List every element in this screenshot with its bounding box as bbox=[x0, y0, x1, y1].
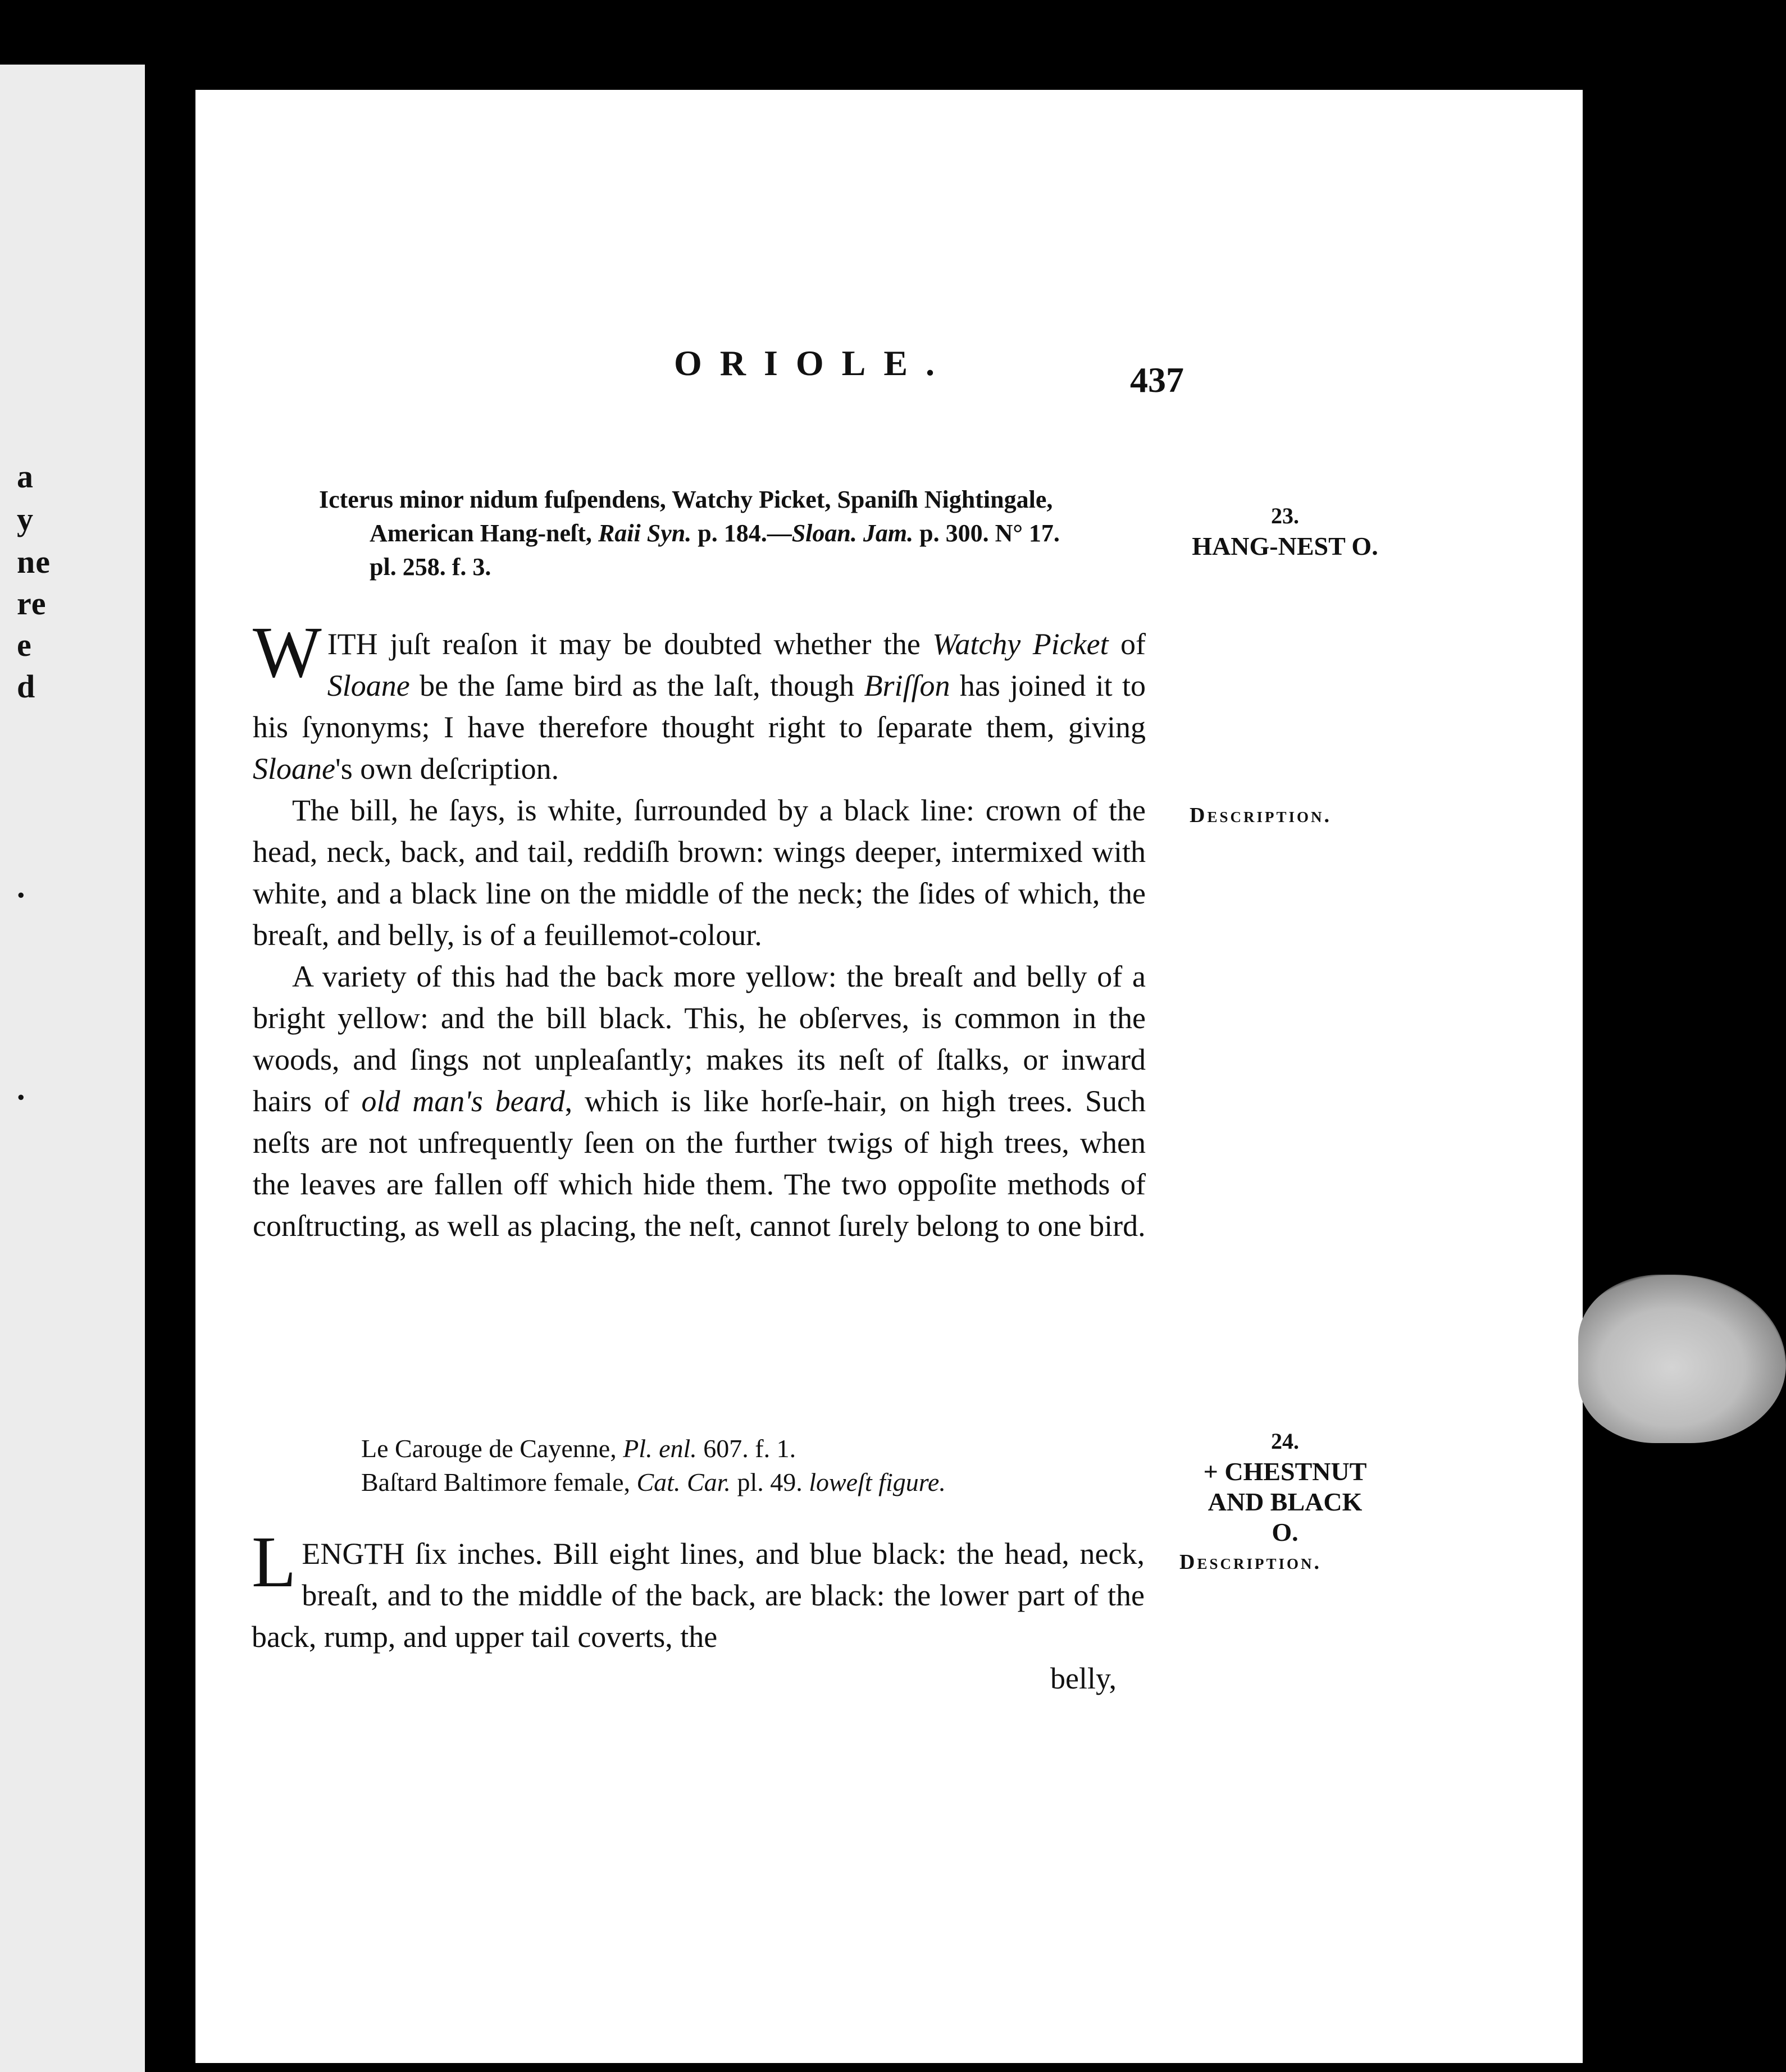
synonym-line: American Hang-neſt, Raii Syn. p. 184.—Sloan. Jam. p. 300. N° 17. bbox=[370, 519, 1060, 547]
left-letter: ne bbox=[17, 544, 51, 580]
left-letter: a bbox=[17, 458, 34, 495]
left-letter: re bbox=[17, 585, 47, 622]
species-title: HANG-NEST O. bbox=[1192, 532, 1378, 560]
running-head: ORIOLE. bbox=[673, 343, 953, 383]
drop-cap: L bbox=[252, 1522, 297, 1603]
entry-24-text: LENGTH ſix inches. Bill eight lines, and blue black: the head, neck, breaſt, and to the middle of the back, are black: the lower part of the back, rump, and upper tail coverts, the belly, bbox=[252, 1533, 1145, 1699]
description-label: Description. bbox=[1179, 1550, 1322, 1574]
synonym-line: Icterus minor nidum fuſpendens, Watchy Picket, Spaniſh Nightingale, bbox=[319, 486, 1053, 513]
species-number: 24. bbox=[1271, 1429, 1299, 1454]
species-title: O. bbox=[1272, 1518, 1299, 1546]
entry-23-text: WITH juſt reaſon it may be doubted whether the Watchy Picket of Sloane be the ſame bird as the laſt, though Briſſon has joined it to his ſynonyms; I have therefore thought right to ſeparate them, giving Sloane's own deſcription. The bill, he ſays, is white, ſurrounded by a black line: crown of the head, neck, back, and tail, reddiſh brown: wings deeper, intermixed with white, and a black line on the middle of the neck; the ſides of which, the breaſt, and belly, is of a feuillemot-colour. A variety of this had the back more yellow: the breaſt and belly of a bright yellow: and the bill black. This, he obſerves, is common in the woods, and ſings not unpleaſantly; makes its neſt of ſtalks, or inward hairs of old man's beard, which is like horſe-hair, on high trees. Such neſts are not unfrequently ſeen on the further twigs of high trees, when the leaves are fallen off which hide them. The two oppoſite methods of conſtructing, as well as placing, the neſt, cannot ſurely belong to one bird. bbox=[253, 623, 1146, 1247]
left-letter: y bbox=[17, 501, 34, 537]
left-letter: . bbox=[17, 1070, 26, 1107]
drop-cap: W bbox=[253, 612, 322, 693]
left-page-edge bbox=[0, 65, 145, 2072]
left-letter: d bbox=[17, 668, 36, 705]
catchword: belly, bbox=[1050, 1662, 1117, 1695]
synonym-line: Baſtard Baltimore female, Cat. Car. pl. 49. loweſt figure. bbox=[361, 1468, 946, 1496]
description-label: Description. bbox=[1190, 804, 1332, 827]
book-page bbox=[195, 90, 1583, 2063]
paragraph: A variety of this had the back more yellow: the breaſt and belly of a bright yellow: and the bill black. This, he obſerves, is common in the woods, and ſings not unpleaſantly; makes its neſt of ſtalks, or inward hairs of old man's beard, which is like horſe-hair, on high trees. Such neſts are not unfrequently ſeen on the further twigs of high trees, when the leaves are fallen off which hide them. The two oppoſite methods of conſtructing, as well as placing, the neſt, cannot ſurely belong to one bird. bbox=[253, 960, 1146, 1243]
synonym-line: pl. 258. f. 3. bbox=[370, 553, 491, 581]
synonym-line: Le Carouge de Cayenne, Pl. enl. 607. f. 1. bbox=[361, 1434, 796, 1463]
paper-stain bbox=[1578, 1275, 1786, 1443]
synonymy-block-23 bbox=[319, 483, 1184, 584]
margin-note-23 bbox=[1184, 501, 1386, 562]
species-title: + CHESTNUT bbox=[1203, 1457, 1367, 1486]
margin-note-24 bbox=[1184, 1426, 1386, 1548]
left-letter: e bbox=[17, 627, 32, 663]
paragraph: The bill, he ſays, is white, ſurrounded by a black line: crown of the head, neck, back, and tail, reddiſh brown: wings deeper, intermixed with white, and a black line on the middle of the neck; the ſides of which, the breaſt, and belly, is of a feuillemot-colour. bbox=[253, 793, 1146, 952]
species-title: AND BLACK bbox=[1208, 1487, 1363, 1516]
left-letter: . bbox=[17, 868, 26, 905]
synonymy-block-24 bbox=[361, 1432, 1181, 1499]
page-number: 437 bbox=[1130, 360, 1184, 400]
species-number: 23. bbox=[1271, 503, 1299, 528]
